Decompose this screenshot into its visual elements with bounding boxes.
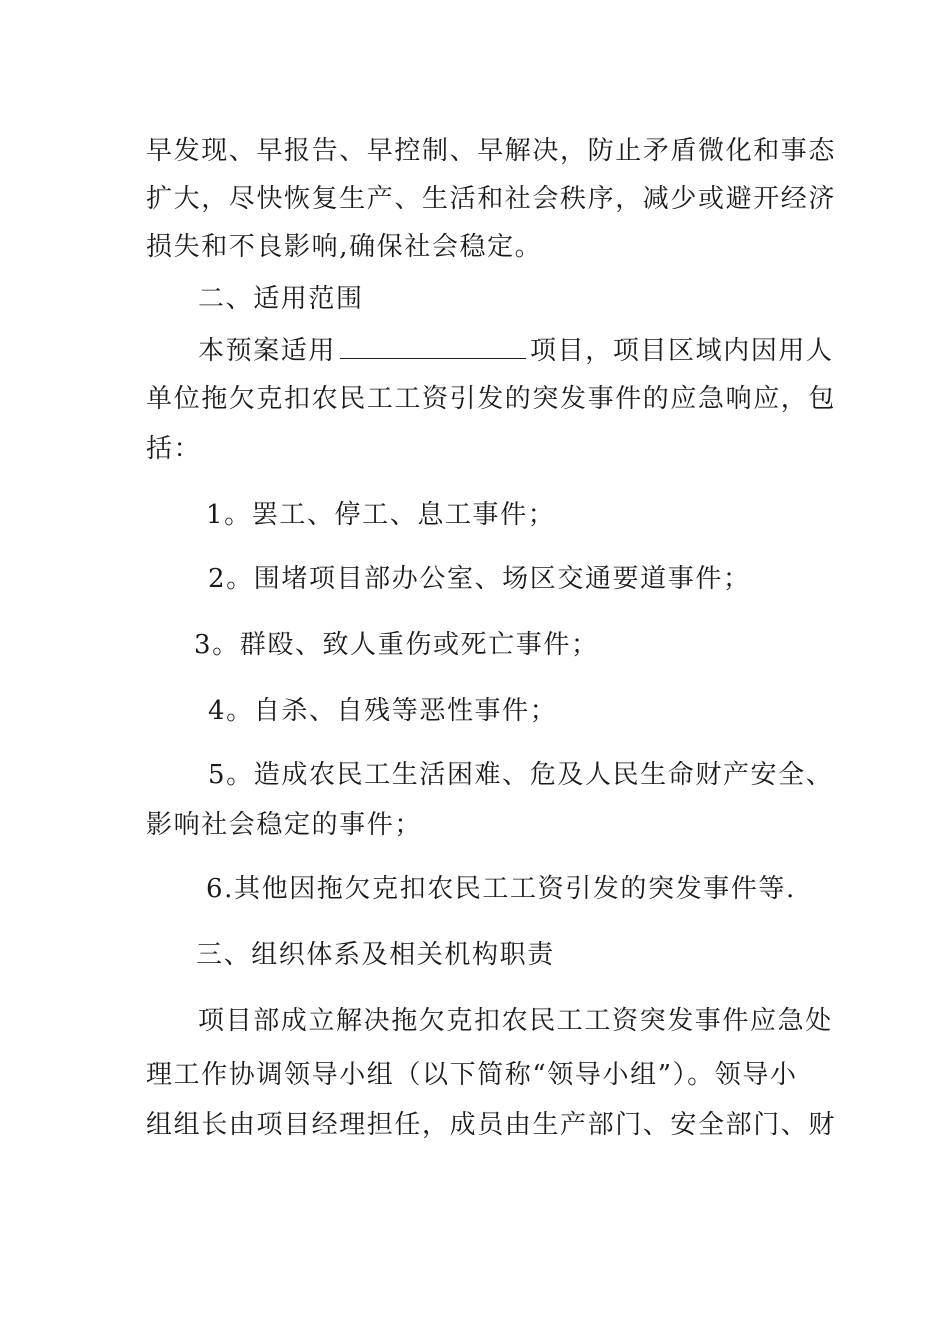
- list-item: 4。自杀、自残等恶性事件；: [208, 696, 558, 726]
- paragraph-line: 组组长由项目经理担任，成员由生产部门、安全部门、财: [146, 1110, 837, 1140]
- section-heading: 二、适用范围: [198, 284, 364, 314]
- list-item: 5。造成农民工生活困难、危及人民生命财产安全、: [208, 760, 834, 790]
- list-item: 2。围堵项目部办公室、场区交通要道事件；: [208, 564, 751, 594]
- scope-line: [198, 334, 834, 368]
- scope-text-before: 本预案适用: [198, 336, 337, 366]
- list-item-continuation: 影响社会稳定的事件；: [146, 810, 423, 840]
- scope-text-after: 项目，项目区域内因用人: [530, 336, 834, 366]
- section-heading: 三、组织体系及相关机构职责: [196, 940, 555, 970]
- paragraph-line: 括：: [146, 434, 202, 464]
- paragraph-line: 单位拖欠克扣农民工工资引发的突发事件的应急响应，包: [146, 384, 837, 414]
- list-item: 6.其他因拖欠克扣农民工工资引发的突发事件等.: [206, 874, 796, 904]
- paragraph-line: 项目部成立解决拖欠克扣农民工工资突发事件应急处: [198, 1006, 833, 1036]
- paragraph-line: 理工作协调领导小组（以下简称“领导小组”）。领导小: [146, 1060, 798, 1090]
- paragraph-line: 损失和不良影响,确保社会稳定。: [146, 232, 543, 262]
- list-item: 1。罢工、停工、息工事件；: [206, 500, 556, 530]
- paragraph-line: 扩大，尽快恢复生产、生活和社会秩序，减少或避开经济: [146, 184, 837, 214]
- list-item: 3。群殴、致人重伤或死亡事件；: [194, 630, 599, 660]
- fill-in-blank: [340, 334, 526, 359]
- paragraph-line: 早发现、早报告、早控制、早解决，防止矛盾微化和事态: [146, 136, 837, 166]
